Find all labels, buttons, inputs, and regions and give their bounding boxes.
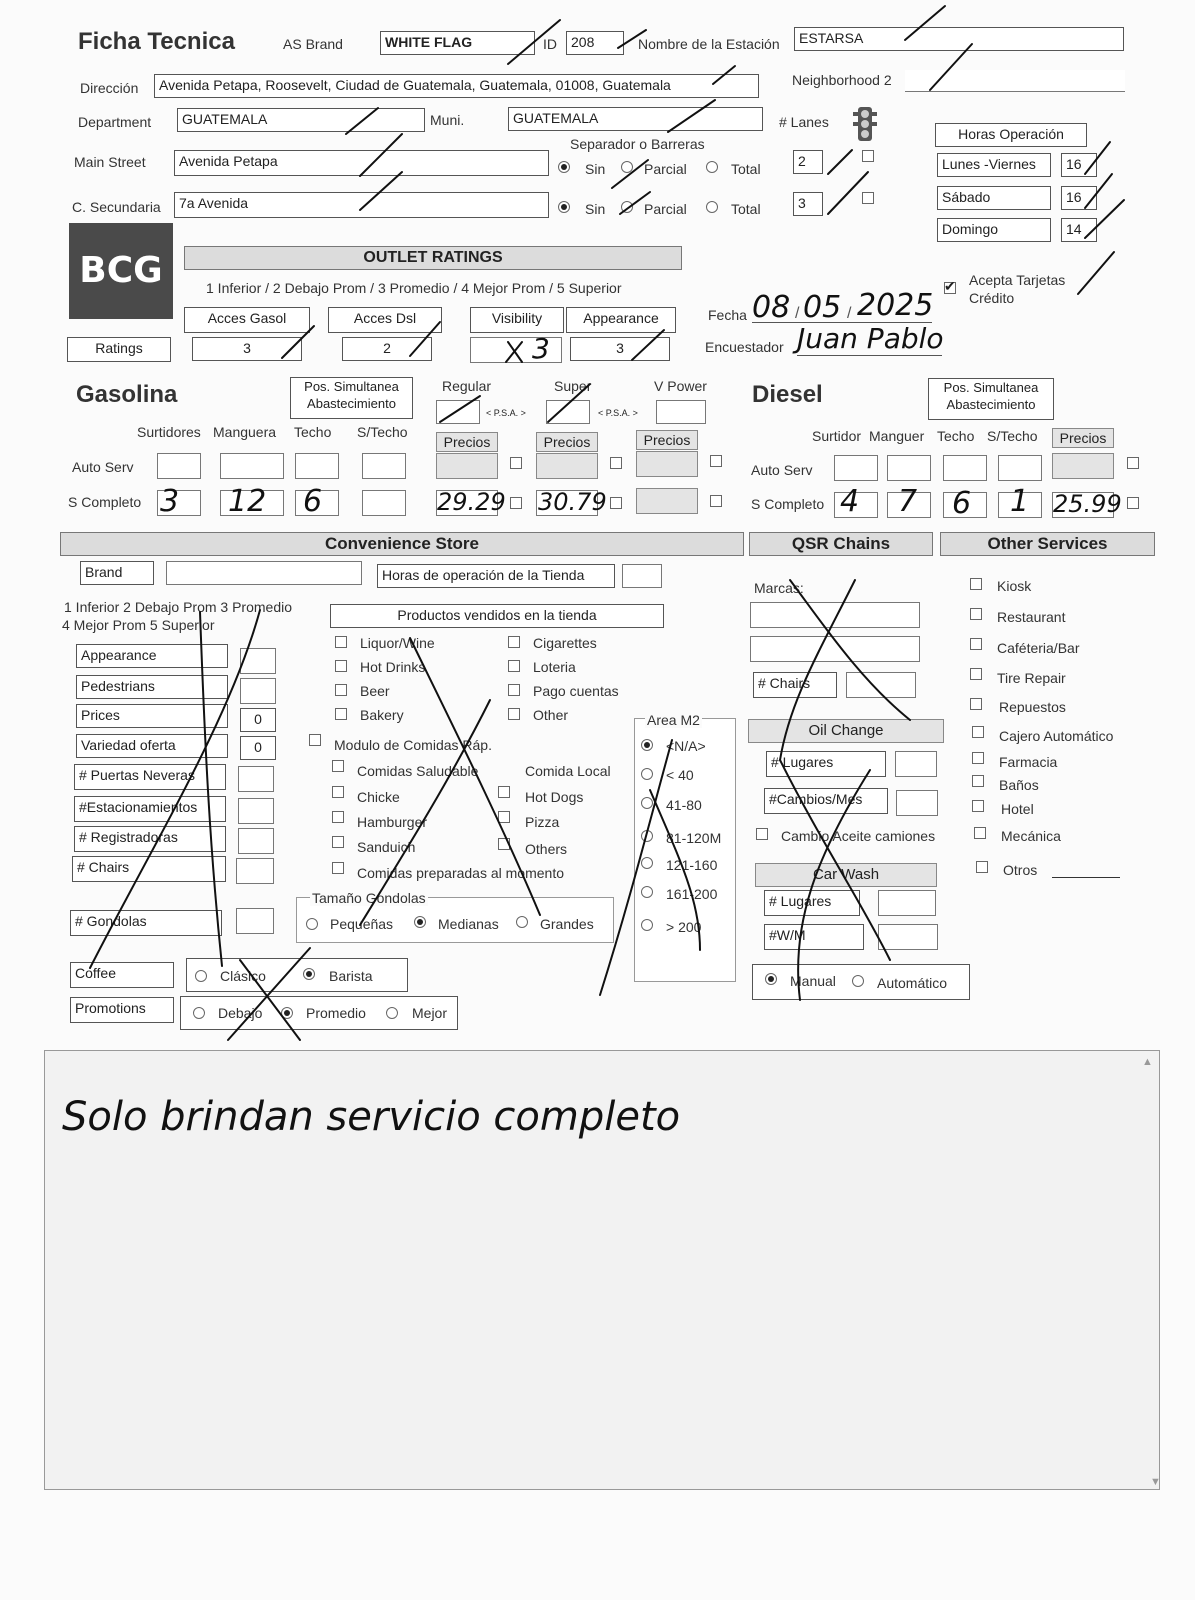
area-121-160-label: 121-160 <box>666 857 718 873</box>
marcas-field-2[interactable] <box>750 636 920 662</box>
gas-sc-super-checkbox[interactable] <box>610 497 622 509</box>
as-brand-field[interactable]: WHITE FLAG <box>380 31 535 55</box>
diesel-auto-serv-label: Auto Serv <box>751 462 813 478</box>
cafeteria-checkbox[interactable] <box>970 638 982 650</box>
diesel-col-manguer: Manguer <box>869 428 925 444</box>
hot-dogs-checkbox[interactable] <box>498 786 510 798</box>
appearance-field[interactable]: 3 <box>570 337 670 361</box>
cs-estacionamientos-field[interactable] <box>238 798 274 824</box>
coffee-clasico-radio[interactable] <box>195 970 207 982</box>
main-sep-total-label: Total <box>731 161 761 177</box>
area-gt200-radio[interactable] <box>641 919 653 931</box>
secondary-lanes-checkbox[interactable] <box>862 192 874 204</box>
saturday-label: Sábado <box>937 186 1051 210</box>
gas-as-super-checkbox[interactable] <box>610 457 622 469</box>
others-label: Others <box>525 841 568 857</box>
cs-promotions-label: Promotions <box>70 997 174 1023</box>
weekday-hours-field[interactable]: 16 <box>1061 153 1097 177</box>
bakery-label: Bakery <box>360 707 404 723</box>
promo-mejor-radio[interactable] <box>386 1007 398 1019</box>
marcas-field-1[interactable] <box>750 602 920 628</box>
hotel-label: Hotel <box>1001 801 1034 817</box>
otros-line <box>1052 877 1120 878</box>
area-41-80-label: 41-80 <box>666 797 702 813</box>
area-na-radio[interactable] <box>641 739 653 751</box>
cs-variedad-label: Variedad oferta <box>76 734 228 758</box>
area-gt200-label: > 200 <box>666 919 702 935</box>
cs-appearance-field[interactable] <box>240 648 276 674</box>
gas-sc-regular-price-value: 29.29 <box>437 488 506 516</box>
encuestador-underline <box>797 355 942 356</box>
regular-precios-label: Precios <box>436 432 498 452</box>
oil-cambios-label: #Cambios/Mes <box>764 788 888 814</box>
gas-s-completo-label: S Completo <box>68 494 142 510</box>
restaurant-label: Restaurant <box>997 609 1066 625</box>
hot-dogs-label: Hot Dogs <box>525 789 584 805</box>
acces-gasol-label: Acces Gasol <box>184 307 310 333</box>
gas-as-vpower-price[interactable] <box>636 451 698 477</box>
qsr-chains-title: QSR Chains <box>749 532 933 556</box>
loteria-label: Loteria <box>533 659 576 675</box>
comida-local-label: Comida Local <box>525 763 611 779</box>
form-title: Ficha Tecnica <box>78 28 235 55</box>
diesel-as-surtidor[interactable] <box>834 455 878 481</box>
main-lanes-field[interactable]: 2 <box>793 150 823 174</box>
diesel-as-techo[interactable] <box>943 455 987 481</box>
sunday-hours-field[interactable]: 14 <box>1061 218 1097 242</box>
oil-lugares-label: # Lugares <box>766 751 886 777</box>
marcas-label: Marcas: <box>754 580 804 596</box>
regular-psa-label: < P.S.A. > <box>486 408 526 418</box>
area-m2-label: Area M2 <box>647 712 700 728</box>
saturday-hours-field[interactable]: 16 <box>1061 186 1097 210</box>
gas-pos-sim-label: Pos. Simultanea <box>304 379 399 394</box>
area-na-label: <N/A> <box>666 738 706 754</box>
banos-label: Baños <box>999 777 1039 793</box>
cs-puertas-label: # Puertas Neveras <box>74 764 226 790</box>
area-m2-box <box>634 718 736 982</box>
super-psa-field[interactable] <box>546 400 590 424</box>
visibility-label: Visibility <box>470 307 564 333</box>
scroll-up-icon[interactable]: ▲ <box>1142 1056 1153 1068</box>
gas-sc-stecho[interactable] <box>362 490 406 516</box>
acces-gasol-field[interactable]: 3 <box>192 337 302 361</box>
tire-repair-label: Tire Repair <box>997 670 1066 686</box>
encuestador-value[interactable]: Juan Pablo <box>797 322 944 355</box>
diesel-col-surtidor: Surtidor <box>812 428 862 444</box>
mecanica-checkbox[interactable] <box>974 827 986 839</box>
diesel-as-stecho[interactable] <box>998 455 1042 481</box>
cs-brand-label: Brand <box>80 561 154 585</box>
gondola-grandes-label: Grandes <box>540 916 594 932</box>
farmacia-label: Farmacia <box>999 754 1058 770</box>
promo-promedio-label: Promedio <box>306 1005 366 1021</box>
beer-label: Beer <box>360 683 390 699</box>
gondola-medianas-label: Medianas <box>438 916 499 932</box>
cw-manual-radio[interactable] <box>765 973 777 985</box>
gas-as-manguera[interactable] <box>220 453 284 479</box>
diesel-title: Diesel <box>752 381 823 408</box>
main-sep-sin-radio[interactable] <box>558 161 570 173</box>
mecanica-label: Mecánica <box>1001 828 1061 844</box>
tire-repair-checkbox[interactable] <box>970 668 982 680</box>
diesel-sc-stecho-value: 1 <box>1010 484 1030 519</box>
cs-scale-1: 1 Inferior 2 Debajo Prom 3 Promedio <box>64 599 292 615</box>
pizza-label: Pizza <box>525 814 560 830</box>
super-precios-label: Precios <box>536 432 598 452</box>
hotel-checkbox[interactable] <box>972 800 984 812</box>
diesel-as-price[interactable] <box>1052 453 1114 479</box>
cs-gondolas-label: # Gondolas <box>70 910 222 936</box>
gas-col-manguera: Manguera <box>213 424 277 440</box>
hours-title: Horas Operación <box>935 123 1087 147</box>
modulo-label: Modulo de Comidas Ráp. <box>334 737 492 753</box>
sec-sep-total-label: Total <box>731 201 761 217</box>
main-sep-parcial-label: Parcial <box>644 161 687 177</box>
others-checkbox[interactable] <box>498 838 510 850</box>
gas-as-stecho[interactable] <box>362 453 406 479</box>
fecha-label: Fecha <box>708 307 747 323</box>
id-label: ID <box>543 36 557 52</box>
gas-col-stecho: S/Techo <box>357 424 408 440</box>
cs-registradoras-label: # Registradoras <box>74 826 226 852</box>
regular-label: Regular <box>442 378 492 394</box>
gas-sc-super-price-value: 30.79 <box>538 488 607 516</box>
fecha-slash: / <box>795 305 800 322</box>
gas-pos-sim-box <box>290 377 413 419</box>
gondola-size-label: Tamaño Gondolas <box>312 890 426 906</box>
chicke-checkbox[interactable] <box>332 786 344 798</box>
outlet-ratings-title: OUTLET RATINGS <box>184 246 682 270</box>
pago-checkbox[interactable] <box>508 684 520 696</box>
neighborhood-label: Neighborhood 2 <box>792 72 892 88</box>
encuestador-label: Encuestador <box>705 339 784 355</box>
vpower-precios-label: Precios <box>636 430 698 450</box>
acces-dsl-field[interactable]: 2 <box>342 337 432 361</box>
muni-field[interactable]: GUATEMALA <box>508 107 763 131</box>
fecha-month[interactable]: 05 <box>803 290 842 325</box>
bcg-logo: BCG <box>69 223 173 319</box>
ratings-scale: 1 Inferior / 2 Debajo Prom / 3 Promedio / 4 Mejor Prom / 5 Superior <box>206 280 622 296</box>
oil-cambios-field[interactable] <box>896 790 938 816</box>
traffic-light-icon <box>852 106 878 142</box>
diesel-as-manguer[interactable] <box>887 455 931 481</box>
area-81-120-radio[interactable] <box>641 830 653 842</box>
sec-sep-sin-label: Sin <box>585 201 606 217</box>
cigarettes-checkbox[interactable] <box>508 636 520 648</box>
sec-sep-parcial-radio[interactable] <box>621 201 633 213</box>
gas-col-surtidores: Surtidores <box>137 424 201 440</box>
gas-sc-regular-checkbox[interactable] <box>510 497 522 509</box>
area-161-200-radio[interactable] <box>641 886 653 898</box>
gondola-pequenas-radio[interactable] <box>306 918 318 930</box>
preparadas-checkbox[interactable] <box>332 862 344 874</box>
main-sep-total-radio[interactable] <box>706 161 718 173</box>
cs-prices-field[interactable]: 0 <box>240 708 276 732</box>
gas-sc-vpower-price[interactable] <box>636 488 698 514</box>
sanduich-checkbox[interactable] <box>332 836 344 848</box>
pago-label: Pago cuentas <box>533 683 619 699</box>
other-services-title: Other Services <box>940 532 1155 556</box>
cs-pedestrians-label: Pedestrians <box>76 675 228 699</box>
area-lt40-label: < 40 <box>666 767 694 783</box>
main-lanes-checkbox[interactable] <box>862 150 874 162</box>
accepts-cards-label: Acepta Tarjetas <box>969 272 1066 288</box>
visibility-handwritten: 3 <box>532 332 550 365</box>
oil-change-title: Oil Change <box>748 719 944 743</box>
other-checkbox[interactable] <box>508 708 520 720</box>
gasolina-title: Gasolina <box>76 381 178 408</box>
cs-chairs-field[interactable] <box>236 858 274 884</box>
cw-automatico-radio[interactable] <box>852 975 864 987</box>
gondola-grandes-radio[interactable] <box>516 916 528 928</box>
cs-brand-field[interactable] <box>166 561 362 585</box>
super-label: Super <box>554 378 592 394</box>
cambio-aceite-label: Cambio Aceite camiones <box>781 828 936 844</box>
promo-mejor-label: Mejor <box>412 1005 448 1021</box>
gondola-pequenas-label: Pequeñas <box>330 916 394 932</box>
acces-dsl-label: Acces Dsl <box>328 307 442 333</box>
cafeteria-label: Caféteria/Bar <box>997 640 1080 656</box>
department-field[interactable]: GUATEMALA <box>177 108 425 132</box>
vpower-label: V Power <box>654 378 707 394</box>
cs-prices-label: Prices <box>76 704 228 728</box>
cs-registradoras-field[interactable] <box>238 828 274 854</box>
convenience-store-title: Convenience Store <box>60 532 744 556</box>
cs-scale-2: 4 Mejor Prom 5 Superior <box>62 617 215 633</box>
hamburger-checkbox[interactable] <box>332 811 344 823</box>
address-label: Dirección <box>80 80 139 96</box>
cs-appearance-label: Appearance <box>76 644 228 668</box>
cw-automatico-label: Automático <box>877 975 948 991</box>
promo-promedio-radio[interactable] <box>281 1007 293 1019</box>
gas-as-regular-price[interactable] <box>436 453 498 479</box>
preparadas-label: Comidas preparadas al momento <box>357 865 564 881</box>
separator-label: Separador o Barreras <box>570 136 705 152</box>
id-field[interactable]: 208 <box>566 31 624 55</box>
gas-as-super-price[interactable] <box>536 453 598 479</box>
area-81-120-label: 81-120M <box>666 830 722 846</box>
gas-sc-techo-value: 6 <box>303 484 323 519</box>
chicke-label: Chicke <box>357 789 400 805</box>
fecha-year[interactable]: 2025 <box>857 288 934 323</box>
diesel-sc-techo-value: 6 <box>952 486 972 521</box>
diesel-sc-surtidor-value: 4 <box>840 484 860 519</box>
oil-lugares-field[interactable] <box>895 751 937 777</box>
check-icon: ✔ <box>944 278 956 294</box>
diesel-sc-checkbox[interactable] <box>1127 497 1139 509</box>
cs-estacionamientos-label: #Estacionamientos <box>74 796 226 822</box>
gas-as-surtidores[interactable] <box>157 453 201 479</box>
main-sep-sin-label: Sin <box>585 161 606 177</box>
saludable-label: Comidas Saludable <box>357 763 479 779</box>
repuestos-checkbox[interactable] <box>970 698 982 710</box>
gas-sc-manguera-value: 12 <box>228 484 267 519</box>
restaurant-checkbox[interactable] <box>970 608 982 620</box>
cambio-aceite-checkbox[interactable] <box>756 828 768 840</box>
coffee-clasico-label: Clásico <box>220 968 266 984</box>
area-41-80-radio[interactable] <box>641 797 653 809</box>
ratings-label: Ratings <box>67 337 171 362</box>
modulo-checkbox[interactable] <box>309 734 321 746</box>
diesel-as-checkbox[interactable] <box>1127 457 1139 469</box>
fecha-slash-2: / <box>847 305 852 322</box>
otros-checkbox[interactable] <box>976 861 988 873</box>
main-sep-parcial-radio[interactable] <box>621 161 633 173</box>
liquor-checkbox[interactable] <box>335 636 347 648</box>
cs-hours-field[interactable] <box>622 564 662 588</box>
secondary-lanes-field[interactable]: 3 <box>793 192 823 216</box>
hamburger-label: Hamburger <box>357 814 428 830</box>
secondary-street-label: C. Secundaria <box>72 199 161 215</box>
diesel-col-techo: Techo <box>937 428 975 444</box>
sec-sep-sin-radio[interactable] <box>558 201 570 213</box>
diesel-col-stecho: S/Techo <box>987 428 1038 444</box>
liquor-label: Liquor/Wine <box>360 635 435 651</box>
farmacia-checkbox[interactable] <box>972 752 984 764</box>
diesel-precios-label: Precios <box>1052 428 1114 448</box>
area-121-160-radio[interactable] <box>641 857 653 869</box>
gas-col-techo: Techo <box>294 424 332 440</box>
cs-gondolas-field[interactable] <box>236 908 274 934</box>
cs-pedestrians-field[interactable] <box>240 678 276 704</box>
as-brand-label: AS Brand <box>283 36 343 52</box>
coffee-barista-radio[interactable] <box>303 968 315 980</box>
diesel-sc-manguer-value: 7 <box>898 484 918 519</box>
sunday-label: Domingo <box>937 218 1051 242</box>
cw-wm-label: #W/M <box>764 924 864 950</box>
regular-psa-field[interactable] <box>436 400 480 424</box>
cs-chairs-label: # Chairs <box>72 856 226 882</box>
bakery-checkbox[interactable] <box>335 708 347 720</box>
car-wash-title: Car Wash <box>755 863 937 887</box>
gas-as-techo[interactable] <box>295 453 339 479</box>
vpower-psa-field[interactable] <box>656 400 706 424</box>
fecha-day[interactable]: 08 <box>752 290 791 325</box>
main-street-label: Main Street <box>74 154 146 170</box>
coffee-barista-label: Barista <box>329 968 373 984</box>
other-label: Other <box>533 707 569 723</box>
neighborhood-field[interactable] <box>905 70 1125 92</box>
notes-handwritten-text: Solo brindan servicio completo <box>62 1094 681 1140</box>
products-title: Productos vendidos en la tienda <box>330 604 664 628</box>
diesel-pos-sim-label: Pos. Simultanea <box>943 380 1039 395</box>
area-lt40-radio[interactable] <box>641 768 653 780</box>
sanduich-label: Sanduich <box>357 839 416 855</box>
cw-manual-label: Manual <box>790 973 836 989</box>
sec-sep-parcial-label: Parcial <box>644 201 687 217</box>
station-name-field[interactable]: ESTARSA <box>794 27 1124 51</box>
lanes-label: # Lanes <box>779 114 829 130</box>
scroll-down-icon[interactable]: ▼ <box>1150 1476 1161 1488</box>
repuestos-label: Repuestos <box>999 699 1066 715</box>
accepts-cards-label-2: Crédito <box>969 290 1015 306</box>
banos-checkbox[interactable] <box>972 775 984 787</box>
promo-debajo-radio[interactable] <box>193 1007 205 1019</box>
cs-coffee-label: Coffee <box>70 962 174 988</box>
hot-drinks-label: Hot Drinks <box>360 659 426 675</box>
kiosk-checkbox[interactable] <box>970 578 982 590</box>
area-161-200-label: 161-200 <box>666 886 718 902</box>
gas-sc-surtidores-value: 3 <box>160 484 180 519</box>
diesel-sc-price-value: 25.99 <box>1053 490 1122 518</box>
cw-lugares-field[interactable] <box>878 890 936 916</box>
cajero-checkbox[interactable] <box>972 726 984 738</box>
appearance-label: Appearance <box>566 307 676 333</box>
secondary-street-field[interactable]: 7a Avenida <box>174 192 549 218</box>
cigarettes-label: Cigarettes <box>533 635 597 651</box>
diesel-pos-sim-box <box>928 378 1054 420</box>
cw-wm-field[interactable] <box>878 924 938 950</box>
diesel-s-completo-label: S Completo <box>751 496 825 512</box>
cs-variedad-field[interactable]: 0 <box>240 736 276 760</box>
loteria-checkbox[interactable] <box>508 660 520 672</box>
cw-lugares-label: # Lugares <box>764 890 860 916</box>
diesel-pos-sim-label-2: Abastecimiento <box>946 397 1036 412</box>
weekday-label: Lunes -Viernes <box>937 153 1051 177</box>
gas-as-vpower-checkbox[interactable] <box>710 455 722 467</box>
sec-sep-total-radio[interactable] <box>706 201 718 213</box>
super-psa-label: < P.S.A. > <box>598 408 638 418</box>
beer-checkbox[interactable] <box>335 684 347 696</box>
station-name-label: Nombre de la Estación <box>638 36 780 52</box>
qsr-chairs-label: # Chairs <box>753 672 837 698</box>
gas-pos-sim-label-2: Abastecimiento <box>307 396 396 411</box>
pizza-checkbox[interactable] <box>498 811 510 823</box>
promo-debajo-label: Debajo <box>218 1005 263 1021</box>
otros-label: Otros <box>1003 862 1038 878</box>
gas-as-regular-checkbox[interactable] <box>510 457 522 469</box>
cs-puertas-field[interactable] <box>238 766 274 792</box>
main-street-field[interactable]: Avenida Petapa <box>174 150 549 176</box>
cajero-label: Cajero Automático <box>999 728 1114 744</box>
department-label: Department <box>78 114 152 130</box>
cs-hours-label: Horas de operación de la Tienda <box>377 564 615 588</box>
hot-drinks-checkbox[interactable] <box>335 660 347 672</box>
address-field[interactable]: Avenida Petapa, Roosevelt, Ciudad de Guatemala, Guatemala, 01008, Guatemala <box>154 74 759 98</box>
gas-auto-serv-label: Auto Serv <box>72 459 134 475</box>
gas-sc-vpower-checkbox[interactable] <box>710 495 722 507</box>
qsr-chairs-field[interactable] <box>846 672 916 698</box>
kiosk-label: Kiosk <box>997 578 1032 594</box>
muni-label: Muni. <box>430 112 465 128</box>
saludable-checkbox[interactable] <box>332 760 344 772</box>
gondola-medianas-radio[interactable] <box>414 916 426 928</box>
